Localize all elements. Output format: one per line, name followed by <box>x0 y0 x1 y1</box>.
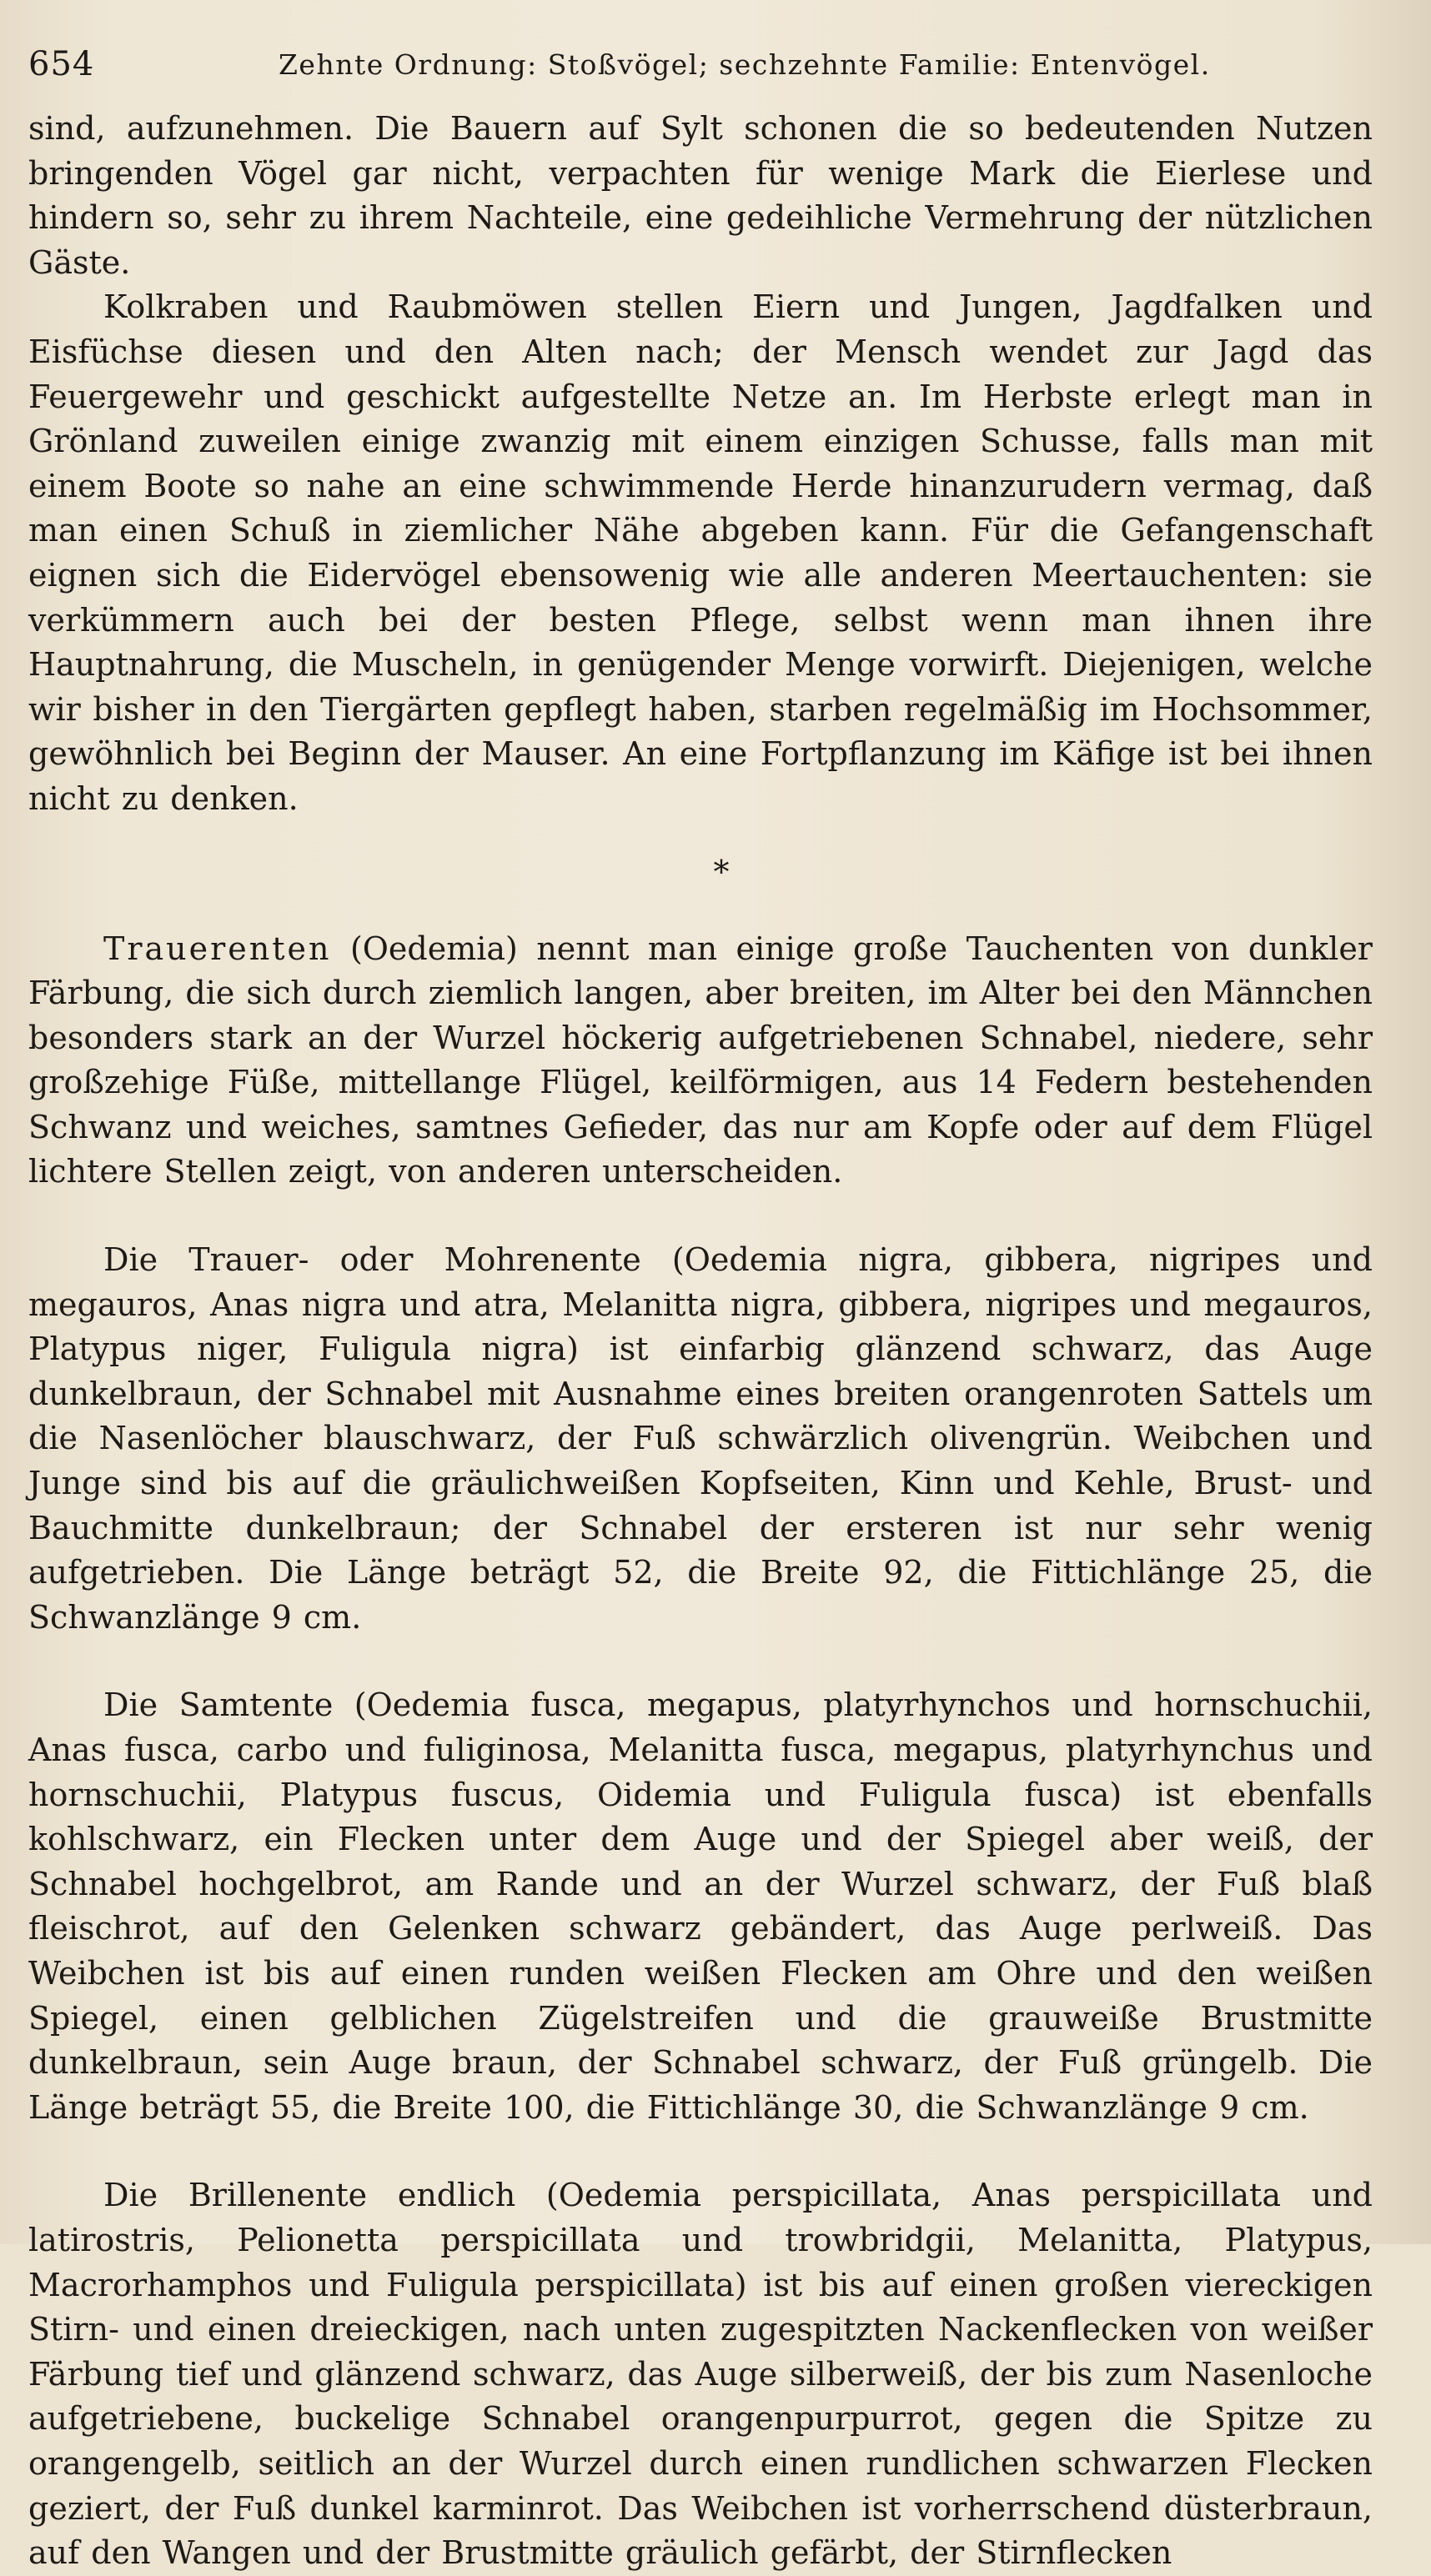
paragraph-samtente: Die Samtente (Oedemia fusca, megapus, platyrhynchos und hornschuchii, Anas fusca, carbo und fuliginosa, Melanitta fusca, megapus, platyrhynchus und hornschuchii, Platypus fuscus, Oidemia und Fuligula fusca) ist ebenfalls kohlschwarz, ein Flecken unter dem Auge und der Spiegel aber weiß, der Schnabel hochgelbrot, am Rande und an der Wurzel schwarz, der Fuß blaß fleischrot, auf den Gelenken schwarz gebändert, das Auge perlweiß. Das Weibchen ist bis auf einen runden weißen Flecken am Ohre und den weißen Spiegel, einen gelblichen Zügelstreifen und die grauweiße Brustmitte dunkelbraun, sein Auge braun, der Schnabel schwarz, der Fuß grüngelb. Die Länge beträgt 55, die Breite 100, die Fittichlänge 30, die Schwanzlänge 9 cm. <box>28 1686 1373 2126</box>
genus-description: (Oedemia) nennt man einige große Tauchenten von dunkler Färbung, die sich durch ziemlich langen, aber breiten, im Alter bei den Männchen besonders stark an der Wurzel höckerig aufgetriebenen Schnabel, niedere, sehr großzehige Füße, mittellange Flügel, keilförmigen, aus 14 Federn bestehenden Schwanz und weiches, samtnes Gefieder, das nur am Kopfe oder auf dem Flügel lichtere Stellen zeigt, von anderen unterscheiden. <box>28 930 1373 1190</box>
page-number: 654 <box>28 45 95 83</box>
genus-term: Trauerenten <box>103 930 332 967</box>
paragraph-predators-captivity: Kolkraben und Raubmöwen stellen Eiern und Jungen, Jagdfalken und Eisfüchse diesen und den Alten nach; der Mensch wendet zur Jagd das Feuergewehr und geschickt aufgestellte Netze an. Im Herbste erlegt man in Grönland zuweilen einige zwanzig mit einem einzigen Schusse, falls man mit einem Boote so nahe an eine schwimmende Herde hinanzurudern vermag, daß man einen Schuß in ziemlicher Nähe abgeben kann. Für die Gefangenschaft eignen sich die Eidervögel ebensowenig wie alle anderen Meertauchenten: sie verkümmern auch bei der besten Pflege, selbst wenn man ihnen ihre Hauptnahrung, die Muscheln, in genügender Menge vorwirft. Diejenigen, welche wir bisher in den Tiergärten gepflegt haben, starben regelmäßig im Hochsommer, gewöhnlich bei Beginn der Mauser. An eine Fortpflanzung im Käfige ist bei ihnen nicht zu denken. <box>28 288 1373 817</box>
paragraph-continuation: sind, aufzunehmen. Die Bauern auf Sylt schonen die so bedeutenden Nutzen bringenden Vögel gar nicht, verpachten für wenige Mark die Eierlese und hindern so, sehr zu ihrem Nachteile, eine gedeihliche Vermehrung der nützlichen Gäste. <box>28 110 1373 281</box>
running-head: Zehnte Ordnung: Stoßvögel; sechzehnte Familie: Entenvögel. <box>279 48 1211 81</box>
paragraph-brillenente: Die Brillenente endlich (Oedemia perspicillata, Anas perspicillata und latirostris, Pelionetta perspicillata und trowbridgii, Melanitta, Platypus, Macrorhamphos und Fuligula perspicillata) ist bis auf einen großen viereckigen Stirn- und einen dreieckigen, nach unten zugespitzten Nackenflecken von weißer Färbung tief und glänzend schwarz, das Auge silberweiß, der bis zum Nasenloche aufgetriebene, buckelige Schnabel orangenpurpurrot, gegen die Spitze zu orangengelb, seitlich an der Wurzel durch einen rundlichen schwarzen Flecken geziert, der Fuß dunkel karminrot. Das Weibchen ist vorherrschend düsterbraun, auf den Wangen und der Brustmitte gräulich gefärbt, der Stirnflecken <box>28 2177 1373 2572</box>
paragraph-trauerente: Die Trauer- oder Mohrenente (Oedemia nigra, gibbera, nigripes und megauros, Anas nigra und atra, Melanitta nigra, gibbera, nigripes und megauros, Platypus niger, Fuligula nigra) ist einfarbig glänzend schwarz, das Auge dunkelbraun, der Schnabel mit Ausnahme eines breiten orangenroten Sattels um die Nasenlöcher blauschwarz, der Fuß schwärzlich olivengrün. Weibchen und Junge sind bis auf die gräulichweißen Kopfseiten, Kinn und Kehle, Brust- und Bauchmitte dunkelbraun; der Schnabel der ersteren ist nur sehr wenig aufgetrieben. Die Länge beträgt 52, die Breite 92, die Fittichlänge 25, die Schwanzlänge 9 cm. <box>28 1241 1373 1636</box>
page-header <box>28 45 1354 92</box>
section-separator-asterisk: * <box>713 853 730 890</box>
body-text <box>28 107 1373 2576</box>
paragraph-oedemia-genus <box>28 927 1373 1195</box>
